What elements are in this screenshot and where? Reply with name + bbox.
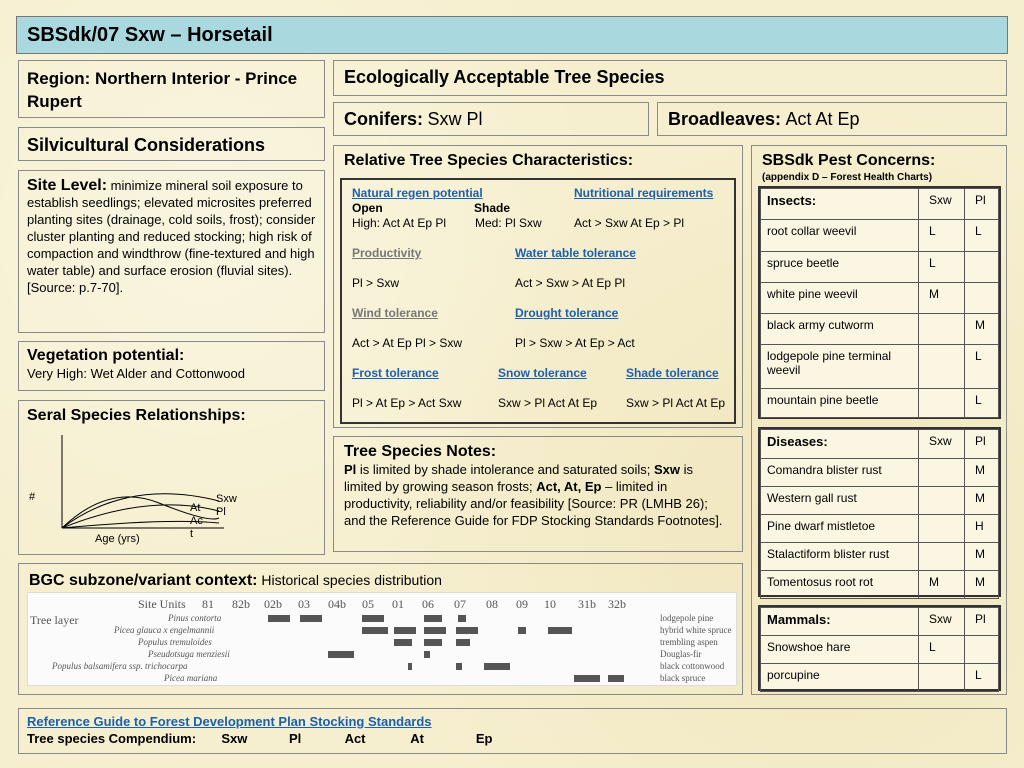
tree-layer-label: Tree layer bbox=[30, 613, 79, 627]
dist-bar bbox=[424, 615, 442, 622]
insect-pl: L bbox=[965, 345, 999, 389]
insect-name: white pine weevil bbox=[761, 283, 919, 314]
site-unit: 31b bbox=[578, 597, 596, 611]
insects-header: Insects: bbox=[761, 189, 919, 220]
productivity-value: Pl > Sxw bbox=[352, 276, 400, 290]
species-latin: Populus tremuloides bbox=[138, 637, 212, 647]
eats-panel bbox=[333, 60, 1007, 96]
site-unit: 04b bbox=[328, 597, 346, 611]
seral-legend-sxw: Sxw bbox=[216, 493, 237, 505]
site-unit: 81 bbox=[202, 597, 214, 611]
species-latin: Picea glauca x engelmannii bbox=[114, 625, 215, 635]
snow-value: Sxw > Pl Act At Ep bbox=[498, 396, 598, 410]
broadleaves-label: Broadleaves: bbox=[668, 109, 782, 129]
page-title bbox=[16, 16, 1008, 54]
mammal-sxw bbox=[919, 664, 965, 692]
dist-bar bbox=[458, 615, 466, 622]
disease-name: Pine dwarf mistletoe bbox=[761, 515, 919, 543]
dist-bar bbox=[456, 639, 470, 646]
disease-name: Stalactiform blister rust bbox=[761, 543, 919, 571]
site-unit: 03 bbox=[298, 597, 310, 611]
rtsc-panel bbox=[333, 145, 743, 428]
seral-title: Seral Species Relationships: bbox=[27, 407, 246, 424]
insect-pl: L bbox=[965, 220, 999, 252]
eats-title: Ecologically Acceptable Tree Species bbox=[344, 67, 665, 87]
compendium-row bbox=[27, 731, 998, 746]
site-unit: 82b bbox=[232, 597, 250, 611]
site-units-label: Site Units bbox=[138, 597, 186, 611]
dist-bar bbox=[408, 663, 412, 670]
water-table-value: Act > Sxw > At Ep Pl bbox=[515, 276, 626, 290]
dist-bar bbox=[608, 675, 624, 682]
diseases-col-sxw: Sxw bbox=[919, 430, 965, 459]
mammals-header: Mammals: bbox=[761, 608, 919, 636]
site-unit: 01 bbox=[392, 597, 404, 611]
disease-pl: H bbox=[965, 515, 999, 543]
seral-legend-at: At bbox=[190, 502, 201, 514]
bgc-distribution-image bbox=[27, 592, 737, 686]
conifers-panel bbox=[333, 102, 649, 136]
species-common: Douglas-fir bbox=[660, 649, 702, 659]
insect-sxw bbox=[919, 314, 965, 345]
diseases-table-box bbox=[758, 427, 1001, 597]
vegetation-text: Very High: Wet Alder and Cottonwood bbox=[27, 366, 245, 381]
nutritional-value: Act > Sxw At Ep > Pl bbox=[574, 216, 685, 230]
dist-bar bbox=[394, 639, 412, 646]
insects-col-sxw: Sxw bbox=[919, 189, 965, 220]
disease-name: Tomentosus root rot bbox=[761, 571, 919, 599]
region-panel bbox=[18, 60, 325, 118]
species-common: lodgepole pine bbox=[660, 613, 714, 623]
broadleaves-panel bbox=[657, 102, 1007, 136]
rtsc-title: Relative Tree Species Characteristics: bbox=[344, 152, 634, 169]
seral-legend-pl: Pl bbox=[216, 506, 226, 518]
disease-pl: M bbox=[965, 543, 999, 571]
insect-name: mountain pine beetle bbox=[761, 389, 919, 418]
notes-t1: is limited by shade intolerance and saturated soils; bbox=[356, 462, 655, 477]
site-unit: 02b bbox=[264, 597, 282, 611]
dist-bar bbox=[424, 627, 446, 634]
snow-label: Snow tolerance bbox=[498, 366, 587, 380]
drought-label: Drought tolerance bbox=[515, 306, 619, 320]
diseases-header: Diseases: bbox=[761, 430, 919, 459]
dist-bar bbox=[362, 615, 384, 622]
seral-x-label: Age (yrs) bbox=[95, 533, 140, 545]
notes-pl: Pl bbox=[344, 462, 357, 477]
site-unit: 10 bbox=[544, 597, 556, 611]
insect-sxw: L bbox=[919, 220, 965, 252]
notes-t2: is limited by growing season frosts; bbox=[344, 462, 694, 494]
pest-title: SBSdk Pest Concerns: bbox=[762, 152, 936, 169]
species-latin: Pinus contorta bbox=[168, 613, 222, 623]
disease-sxw: M bbox=[919, 571, 965, 599]
compendium-species[interactable]: At bbox=[410, 731, 424, 746]
disease-pl: M bbox=[965, 571, 999, 599]
vegetation-panel bbox=[18, 341, 325, 391]
site-unit: 05 bbox=[362, 597, 374, 611]
wind-label: Wind tolerance bbox=[352, 306, 438, 320]
mammal-pl: L bbox=[965, 664, 999, 692]
site-unit: 32b bbox=[608, 597, 626, 611]
disease-sxw bbox=[919, 543, 965, 571]
diseases-table bbox=[760, 429, 999, 599]
notes-text bbox=[344, 461, 732, 529]
dist-bar bbox=[394, 627, 416, 634]
mammal-name: Snowshoe hare bbox=[761, 636, 919, 664]
seral-y-label: # bbox=[29, 491, 36, 503]
insect-pl bbox=[965, 283, 999, 314]
species-common: trembling aspen bbox=[660, 637, 718, 647]
insect-sxw: L bbox=[919, 252, 965, 283]
dist-bar bbox=[424, 639, 442, 646]
region-text: Region: Northern Interior - Prince Rupert bbox=[27, 69, 298, 111]
productivity-label: Productivity bbox=[352, 246, 422, 260]
frost-value: Pl > At Ep > Act Sxw bbox=[352, 396, 462, 410]
site-unit: 08 bbox=[486, 597, 498, 611]
seral-legend-ac: Ac bbox=[190, 515, 203, 527]
compendium-species[interactable]: Sxw bbox=[221, 731, 248, 746]
mammal-sxw: L bbox=[919, 636, 965, 664]
vegetation-label: Vegetation potential: bbox=[27, 347, 185, 364]
site-unit: 06 bbox=[422, 597, 434, 611]
compendium-species[interactable]: Pl bbox=[288, 731, 302, 746]
mammals-col-pl: Pl bbox=[965, 608, 999, 636]
bgc-text: Historical species distribution bbox=[261, 572, 442, 588]
insects-table-box bbox=[758, 186, 1001, 419]
species-latin: Populus balsamifera ssp. trichocarpa bbox=[52, 661, 188, 671]
dist-bar bbox=[328, 651, 354, 658]
disease-pl: M bbox=[965, 487, 999, 515]
insect-name: black army cutworm bbox=[761, 314, 919, 345]
diseases-col-pl: Pl bbox=[965, 430, 999, 459]
dist-bar bbox=[456, 663, 462, 670]
frost-label: Frost tolerance bbox=[352, 366, 439, 380]
mammal-name: porcupine bbox=[761, 664, 919, 692]
mammals-table-box bbox=[758, 605, 1001, 691]
mammals-table bbox=[760, 607, 999, 692]
site-level-panel bbox=[18, 170, 325, 333]
bgc-panel bbox=[18, 563, 743, 695]
wind-value: Act > At Ep Pl > Sxw bbox=[352, 336, 463, 350]
silv-title-panel bbox=[18, 127, 325, 161]
natural-regen-high: High: Act At Ep Pl bbox=[352, 216, 447, 230]
insect-sxw: M bbox=[919, 283, 965, 314]
insect-name: root collar weevil bbox=[761, 220, 919, 252]
shade-tol-label: Shade tolerance bbox=[626, 366, 719, 380]
compendium-label: Tree species Compendium: bbox=[27, 731, 197, 746]
site-level-text: minimize mineral soil exposure to establish seedlings; elevated microsites preferred planting sites (drainage, cold soils, frost); consider cluster planting and reduced stocking; high risk of compaction and windthrow (fine-textured and high water table) and surface erosion (fluvial sites). [Source: p.7-70]. bbox=[27, 178, 316, 295]
compendium-species[interactable]: Ep bbox=[475, 731, 493, 746]
disease-sxw bbox=[919, 459, 965, 487]
bgc-label: BGC subzone/variant context: bbox=[29, 572, 258, 589]
insect-name: spruce beetle bbox=[761, 252, 919, 283]
drought-value: Pl > Sxw > At Ep > Act bbox=[515, 336, 635, 350]
pest-subtitle: (appendix D – Forest Health Charts) bbox=[762, 172, 933, 183]
insect-sxw bbox=[919, 389, 965, 418]
nutritional-label: Nutritional requirements bbox=[574, 186, 714, 200]
notes-broadleaves: Act, At, Ep bbox=[536, 479, 602, 494]
dist-bar bbox=[362, 627, 388, 634]
bgc-header bbox=[29, 572, 442, 590]
disease-sxw bbox=[919, 487, 965, 515]
dist-bar bbox=[424, 651, 430, 658]
disease-name: Western gall rust bbox=[761, 487, 919, 515]
shade-label: Shade bbox=[474, 201, 511, 215]
species-common: hybrid white spruce bbox=[660, 625, 732, 635]
species-latin: Pseudotsuga menziesii bbox=[148, 649, 230, 659]
water-table-label: Water table tolerance bbox=[515, 246, 636, 260]
notes-sxw: Sxw bbox=[654, 462, 681, 477]
disease-sxw bbox=[919, 515, 965, 543]
mammal-pl bbox=[965, 636, 999, 664]
dist-bar bbox=[268, 615, 290, 622]
conifers-value: Sxw Pl bbox=[427, 109, 483, 129]
mammals-col-sxw: Sxw bbox=[919, 608, 965, 636]
insects-table bbox=[760, 188, 999, 418]
rtsc-inner bbox=[340, 178, 736, 424]
silv-title: Silvicultural Considerations bbox=[27, 135, 266, 155]
insect-pl bbox=[965, 252, 999, 283]
broadleaves-value: Act At Ep bbox=[785, 109, 860, 129]
site-level-label: Site Level: bbox=[27, 177, 108, 194]
pest-panel bbox=[751, 145, 1007, 695]
dist-bar bbox=[456, 627, 478, 634]
insect-pl: L bbox=[965, 389, 999, 418]
dist-bar bbox=[300, 615, 322, 622]
conifers-label: Conifers: bbox=[344, 109, 424, 129]
notes-title: Tree Species Notes: bbox=[344, 443, 497, 460]
dist-bar bbox=[518, 627, 526, 634]
shade-tol-value: Sxw > Pl Act At Ep bbox=[626, 396, 726, 410]
reference-guide-link[interactable]: Reference Guide to Forest Development Plan Stocking Standards bbox=[27, 714, 432, 729]
notes-t3: – limited in productivity, reliability and/or feasibility [Source: PR (LMHB 26); and the Reference Guide for FDP Stocking Standards Footnotes]. bbox=[344, 479, 723, 528]
insect-sxw bbox=[919, 345, 965, 389]
dist-bar bbox=[484, 663, 510, 670]
dist-bar bbox=[548, 627, 572, 634]
open-label: Open bbox=[352, 201, 383, 215]
species-common: black spruce bbox=[660, 673, 706, 683]
insect-name: lodgepole pine terminal weevil bbox=[761, 345, 919, 389]
insect-pl: M bbox=[965, 314, 999, 345]
insects-col-pl: Pl bbox=[965, 189, 999, 220]
notes-panel bbox=[333, 436, 743, 552]
disease-name: Comandra blister rust bbox=[761, 459, 919, 487]
dist-bar bbox=[574, 675, 600, 682]
site-unit: 09 bbox=[516, 597, 528, 611]
seral-legend-t: t bbox=[190, 528, 194, 540]
footer-panel bbox=[18, 708, 1007, 754]
page-title-text: SBSdk/07 Sxw – Horsetail bbox=[27, 24, 273, 46]
disease-pl: M bbox=[965, 459, 999, 487]
species-latin: Picea mariana bbox=[164, 673, 218, 683]
species-common: black cottonwood bbox=[660, 661, 725, 671]
compendium-species[interactable]: Act bbox=[344, 731, 366, 746]
natural-regen-med: Med: Pl Sxw bbox=[475, 216, 542, 230]
natural-regen-label: Natural regen potential bbox=[352, 186, 483, 200]
site-unit: 07 bbox=[454, 597, 466, 611]
seral-panel bbox=[18, 400, 325, 555]
seral-chart bbox=[19, 423, 319, 553]
